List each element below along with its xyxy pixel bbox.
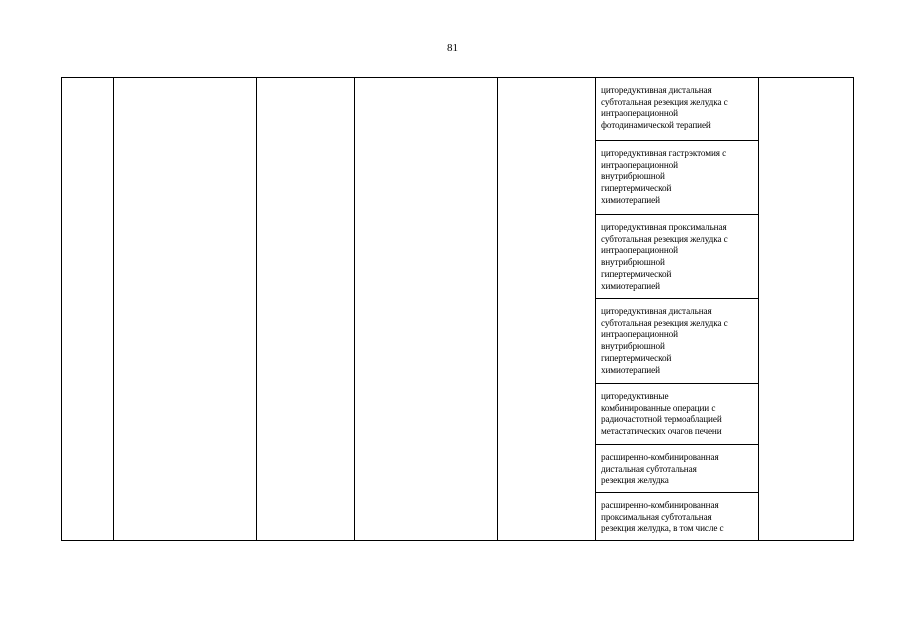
- column-divider: [113, 78, 114, 540]
- column-divider: [497, 78, 498, 540]
- column-divider: [758, 78, 759, 540]
- table-cell: циторедуктивная дистальная субтотальная резекция желудка с интраоперационной внутрибрюшной гипертермической химиотерапией: [596, 299, 758, 384]
- table-cell: расширенно-комбинированная дистальная субтотальная резекция желудка: [596, 445, 758, 493]
- column-divider: [256, 78, 257, 540]
- treatment-method-column: [596, 78, 758, 540]
- table-cell: циторедуктивная проксимальная субтотальная резекция желудка с интраоперационной внутрибрюшной гипертермической химиотерапией: [596, 215, 758, 299]
- table-cell: циторедуктивные комбинированные операции с радиочастотной термоаблацией метастатических очагов печени: [596, 384, 758, 445]
- table: [61, 77, 854, 541]
- column-divider: [354, 78, 355, 540]
- page-number: 81: [447, 42, 458, 54]
- table-cell: расширенно-комбинированная проксимальная субтотальная резекция желудка, в том числе с: [601, 500, 724, 534]
- table-cell: циторедуктивная гастрэктомия с интраоперационной внутрибрюшной гипертермической химиотерапией: [596, 141, 758, 215]
- table-cell: циторедуктивная дистальная субтотальная резекция желудка с интраоперационной фотодинамической терапией: [596, 78, 758, 141]
